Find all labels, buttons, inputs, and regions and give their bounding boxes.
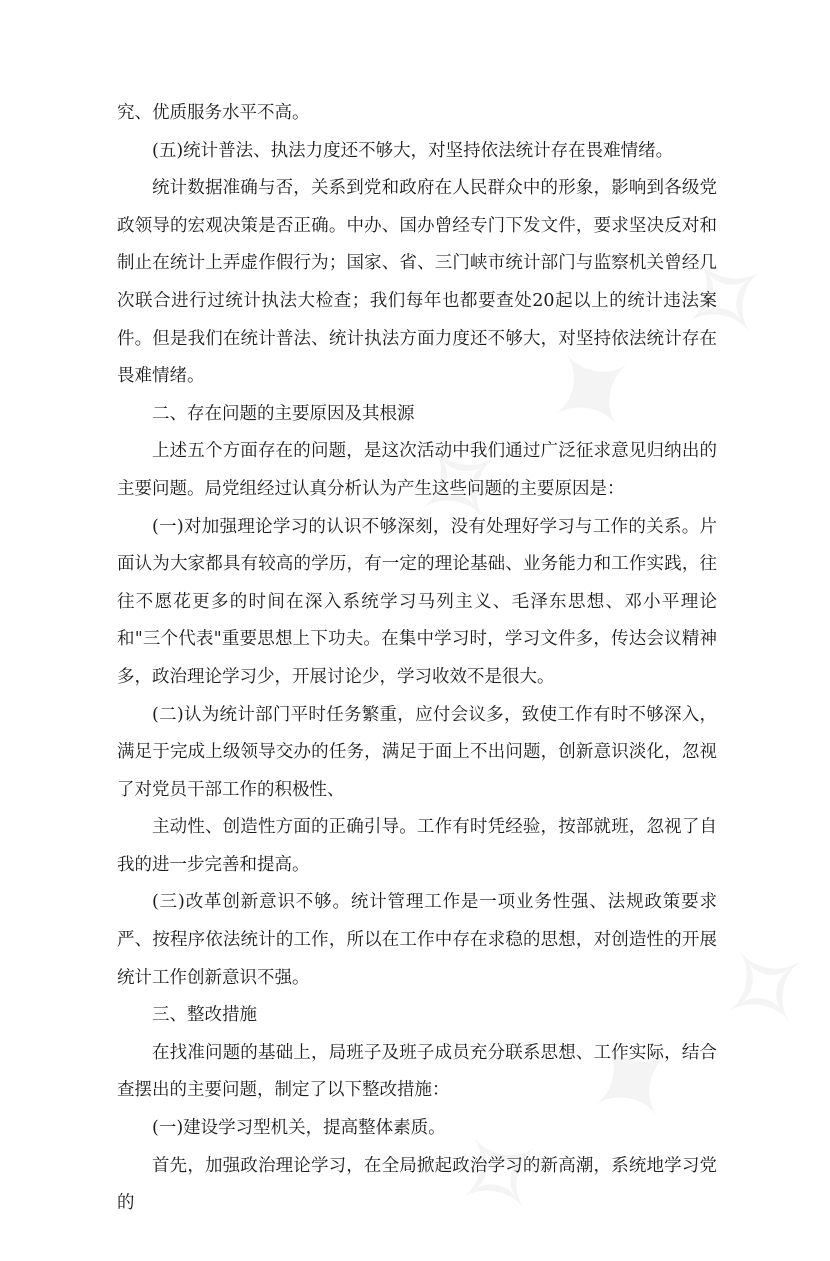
paragraph: (一)建设学习型机关，提高整体素质。: [152, 1118, 446, 1139]
paragraph: 在找准问题的基础上，局班子及班子成员充分联系思想、工作实际，结合查摆出的主要问题，制定了以下整改措施：: [117, 1042, 717, 1101]
paragraph: 究、优质服务水平不高。: [117, 103, 310, 123]
paragraph: (五)统计普法、执法力度还不够大，对坚持依法统计存在畏难情绪。: [152, 140, 674, 161]
paragraph: 上述五个方面存在的问题，是这次活动中我们通过广泛征求意见归纳出的主要问题。局党组经过认真分析认为产生这些问题的主要原因是：: [117, 441, 717, 499]
paragraph: (一)对加强理论学习的认识不够深刻，没有处理好学习与工作的关系。片面认为大家都具有较高的学历，有一定的理论基础、业务能力和工作实践，往往不愿花更多的时间在深入系统学习马列主义、毛泽东思想、邓小平理论和"三个代表"重要思想上下功夫。在集中学习时，学习文件多，传达会议精神多，政治理论学习少，开展讨论少，学习收效不是很大。: [117, 516, 717, 687]
section-heading: 二、存在问题的主要原因及其根源: [152, 403, 415, 424]
section-heading: 三、整改措施: [152, 1005, 257, 1026]
paragraph: 统计数据准确与否，关系到党和政府在人民群众中的形象，影响到各级党政领导的宏观决策是否正确。中办、国办曾经专门下发文件，要求坚决反对和制止在统计上弄虚作假行为；国家、省、三门峡市统计部门与监察机关曾经几次联合进行过统计执法大检查；我们每年也都要查处20起以上的统计违法案件。但是我们在统计普法、统计执法方面力度还不够大，对坚持依法统计存在畏难情绪。: [117, 178, 717, 387]
paragraph: 主动性、创造性方面的正确引导。工作有时凭经验，按部就班，忽视了自我的进一步完善和提高。: [117, 817, 717, 875]
paragraph: 首先，加强政治理论学习，在全局掀起政治学习的新高潮，系统地学习党的: [117, 1155, 717, 1214]
paragraph: (二)认为统计部门平时任务繁重，应付会议多，致使工作有时不够深入，满足于完成上级领导交办的任务，满足于面上不出问题，创新意识淡化，忽视了对党员干部工作的积极性、: [117, 704, 717, 800]
document-body: [117, 95, 717, 1223]
paragraph: (三)改革创新意识不够。统计管理工作是一项业务性强、法规政策要求严、按程序依法统计的工作，所以在工作中存在求稳的思想，对创造性的开展统计工作创新意识不强。: [117, 892, 717, 988]
